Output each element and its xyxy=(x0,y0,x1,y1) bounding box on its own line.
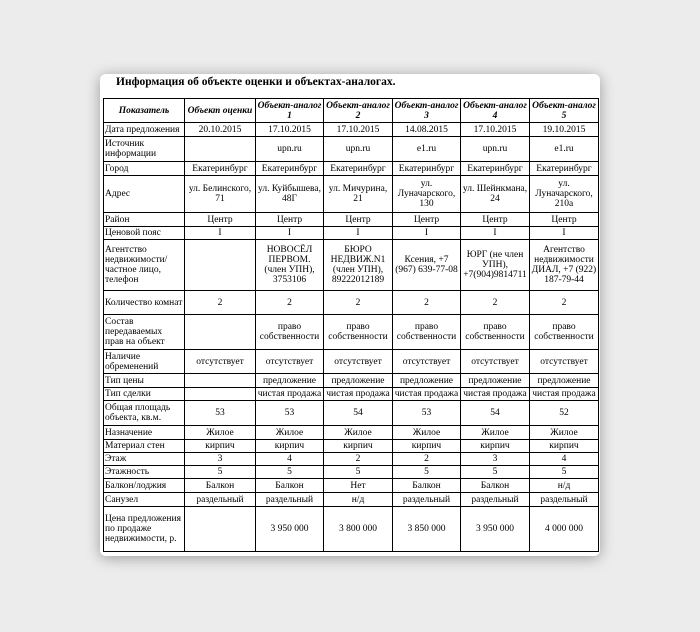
table-cell: 3 950 000 xyxy=(256,507,324,552)
table-cell: I xyxy=(393,227,461,240)
table-cell: Центр xyxy=(530,213,599,227)
row-label: Количество комнат xyxy=(104,291,185,315)
table-cell: ул. Луначарского, 130 xyxy=(393,176,461,213)
row-label: Агентство недвижимости/ частное лицо, телефон xyxy=(104,240,185,291)
table-cell xyxy=(185,315,256,350)
row-label: Балкон/лоджия xyxy=(104,479,185,493)
row-label: Цена предложения по продаже недвижимости, р. xyxy=(104,507,185,552)
table-row xyxy=(104,291,599,315)
table-row xyxy=(104,493,599,507)
table-cell: Екатеринбург xyxy=(393,162,461,176)
analogs-table xyxy=(103,98,599,552)
table-row xyxy=(104,440,599,453)
table-cell xyxy=(185,507,256,552)
table-row xyxy=(104,466,599,479)
table-cell: 19.10.2015 xyxy=(530,123,599,137)
table-cell: I xyxy=(530,227,599,240)
table-cell: кирпич xyxy=(530,440,599,453)
table-cell: 5 xyxy=(393,466,461,479)
table-cell: Центр xyxy=(324,213,393,227)
table-cell: 2 xyxy=(324,291,393,315)
table-cell: БЮРО НЕДВИЖ.N1 (член УПН), 89222012189 xyxy=(324,240,393,291)
row-label: Материал стен xyxy=(104,440,185,453)
header-cell: Объект-аналог 2 xyxy=(324,99,393,123)
table-cell: отсутствует xyxy=(393,350,461,374)
table-cell xyxy=(185,374,256,388)
table-cell: раздельный xyxy=(256,493,324,507)
table-cell: 2 xyxy=(256,291,324,315)
table-cell: 17.10.2015 xyxy=(324,123,393,137)
table-cell: 2 xyxy=(461,291,530,315)
row-label: Источник информации xyxy=(104,137,185,162)
table-cell: Ксения, +7 (967) 639-77-08 xyxy=(393,240,461,291)
header-cell: Объект-аналог 1 xyxy=(256,99,324,123)
row-label: Наличие обременений xyxy=(104,350,185,374)
table-cell: отсутствует xyxy=(256,350,324,374)
table-cell: ул. Луначарского, 210а xyxy=(530,176,599,213)
table-cell: Нет xyxy=(324,479,393,493)
row-label: Тип цены xyxy=(104,374,185,388)
header-cell: Показатель xyxy=(104,99,185,123)
row-label: Район xyxy=(104,213,185,227)
table-row xyxy=(104,176,599,213)
table-cell: 14.08.2015 xyxy=(393,123,461,137)
row-label: Тип сделки xyxy=(104,388,185,401)
table-cell: 5 xyxy=(324,466,393,479)
table-cell: отсутствует xyxy=(185,350,256,374)
table-cell: раздельный xyxy=(461,493,530,507)
table-cell: право собственности xyxy=(256,315,324,350)
table-cell: Центр xyxy=(185,213,256,227)
table-cell xyxy=(185,137,256,162)
table-cell: раздельный xyxy=(393,493,461,507)
table-cell: право собственности xyxy=(461,315,530,350)
table-cell: 2 xyxy=(324,453,393,466)
table-cell: Жилое xyxy=(256,426,324,440)
table-cell: чистая продажа xyxy=(461,388,530,401)
table-cell: 2 xyxy=(393,291,461,315)
table-row xyxy=(104,479,599,493)
table-cell: Жилое xyxy=(461,426,530,440)
table-cell: ул. Куйбышева, 48Г xyxy=(256,176,324,213)
document-title: Информация об объекте оценки и объектах-аналогах. xyxy=(116,76,396,88)
table-cell: чистая продажа xyxy=(256,388,324,401)
table-cell: Балкон xyxy=(461,479,530,493)
table-cell: 4 xyxy=(256,453,324,466)
table-cell: I xyxy=(185,227,256,240)
table-cell: кирпич xyxy=(393,440,461,453)
table-cell: Центр xyxy=(393,213,461,227)
table-cell xyxy=(185,240,256,291)
table-row xyxy=(104,227,599,240)
table-cell: чистая продажа xyxy=(530,388,599,401)
table-cell: н/д xyxy=(530,479,599,493)
table-cell: право собственности xyxy=(393,315,461,350)
table-cell: ул. Мичурина, 21 xyxy=(324,176,393,213)
row-label: Состав передаваемых прав на объект xyxy=(104,315,185,350)
table-cell: Жилое xyxy=(393,426,461,440)
table-cell: предложение xyxy=(530,374,599,388)
table-cell: Центр xyxy=(461,213,530,227)
table-cell: право собственности xyxy=(530,315,599,350)
table-row xyxy=(104,350,599,374)
table-cell: 53 xyxy=(393,401,461,426)
table-row xyxy=(104,426,599,440)
table-row xyxy=(104,388,599,401)
table-row xyxy=(104,453,599,466)
table-cell: 5 xyxy=(256,466,324,479)
table-row xyxy=(104,507,599,552)
table-cell: кирпич xyxy=(324,440,393,453)
table-cell: 54 xyxy=(324,401,393,426)
table-cell: н/д xyxy=(324,493,393,507)
row-label: Общая площадь объекта, кв.м. xyxy=(104,401,185,426)
table-cell: ЮРГ (не член УПН), +7(904)9814711 xyxy=(461,240,530,291)
table-cell: 17.10.2015 xyxy=(461,123,530,137)
table-row xyxy=(104,401,599,426)
table-cell: 3 800 000 xyxy=(324,507,393,552)
table-cell: e1.ru xyxy=(393,137,461,162)
table-cell: Балкон xyxy=(185,479,256,493)
table-cell: чистая продажа xyxy=(393,388,461,401)
row-label: Назначение xyxy=(104,426,185,440)
table-cell: 3 xyxy=(461,453,530,466)
table-cell xyxy=(185,388,256,401)
table-cell: кирпич xyxy=(461,440,530,453)
table-cell: upn.ru xyxy=(256,137,324,162)
table-cell: Екатеринбург xyxy=(185,162,256,176)
table-cell: Агентство недвижимости ДИАЛ, +7 (922) 187-79-44 xyxy=(530,240,599,291)
table-cell: 20.10.2015 xyxy=(185,123,256,137)
table-cell: e1.ru xyxy=(530,137,599,162)
table-cell: 4 000 000 xyxy=(530,507,599,552)
table-cell: Екатеринбург xyxy=(256,162,324,176)
table-cell: Балкон xyxy=(393,479,461,493)
table-cell: 2 xyxy=(393,453,461,466)
header-cell: Объект-аналог 3 xyxy=(393,99,461,123)
table-cell: кирпич xyxy=(256,440,324,453)
row-label: Санузел xyxy=(104,493,185,507)
table-cell: Екатеринбург xyxy=(324,162,393,176)
table-cell: 5 xyxy=(461,466,530,479)
row-label: Дата предложения xyxy=(104,123,185,137)
row-label: Этаж xyxy=(104,453,185,466)
table-cell: 5 xyxy=(185,466,256,479)
table-cell: 4 xyxy=(530,453,599,466)
document-sheet xyxy=(100,74,600,556)
table-cell: 3 850 000 xyxy=(393,507,461,552)
table-cell: I xyxy=(256,227,324,240)
table-cell: Жилое xyxy=(185,426,256,440)
table-row xyxy=(104,240,599,291)
table-cell: 53 xyxy=(256,401,324,426)
table-row xyxy=(104,162,599,176)
table-cell: upn.ru xyxy=(461,137,530,162)
table-row xyxy=(104,213,599,227)
table-cell: ул. Шейнкмана, 24 xyxy=(461,176,530,213)
table-cell: Екатеринбург xyxy=(530,162,599,176)
table-cell: 3 950 000 xyxy=(461,507,530,552)
table-cell: предложение xyxy=(256,374,324,388)
table-cell: upn.ru xyxy=(324,137,393,162)
table-cell: 52 xyxy=(530,401,599,426)
table-row xyxy=(104,374,599,388)
table-cell: раздельный xyxy=(530,493,599,507)
table-row xyxy=(104,137,599,162)
row-label: Ценовой пояс xyxy=(104,227,185,240)
table-cell: ул. Белинского, 71 xyxy=(185,176,256,213)
table-cell: отсутствует xyxy=(461,350,530,374)
table-cell: Центр xyxy=(256,213,324,227)
table-cell: Жилое xyxy=(530,426,599,440)
table-cell: предложение xyxy=(393,374,461,388)
table-cell: раздельный xyxy=(185,493,256,507)
table-cell: Балкон xyxy=(256,479,324,493)
header-cell: Объект-аналог 4 xyxy=(461,99,530,123)
table-row xyxy=(104,123,599,137)
table-cell: 54 xyxy=(461,401,530,426)
row-label: Адрес xyxy=(104,176,185,213)
table-row xyxy=(104,315,599,350)
table-cell: Жилое xyxy=(324,426,393,440)
table-header-row xyxy=(104,99,599,123)
table-cell: 2 xyxy=(530,291,599,315)
table-cell: НОВОСЁЛ ПЕРВОМ. (член УПН), 3753106 xyxy=(256,240,324,291)
table-cell: 53 xyxy=(185,401,256,426)
row-label: Город xyxy=(104,162,185,176)
table-cell: предложение xyxy=(461,374,530,388)
table-cell: кирпич xyxy=(185,440,256,453)
header-cell: Объект-аналог 5 xyxy=(530,99,599,123)
table-cell: право собственности xyxy=(324,315,393,350)
table-cell: I xyxy=(461,227,530,240)
row-label: Этажность xyxy=(104,466,185,479)
header-cell: Объект оценки xyxy=(185,99,256,123)
table-cell: чистая продажа xyxy=(324,388,393,401)
table-cell: 3 xyxy=(185,453,256,466)
table-cell: 2 xyxy=(185,291,256,315)
table-cell: 17.10.2015 xyxy=(256,123,324,137)
table-cell: Екатеринбург xyxy=(461,162,530,176)
table-cell: предложение xyxy=(324,374,393,388)
table-cell: отсутствует xyxy=(530,350,599,374)
table-cell: 5 xyxy=(530,466,599,479)
table-cell: отсутствует xyxy=(324,350,393,374)
table-cell: I xyxy=(324,227,393,240)
